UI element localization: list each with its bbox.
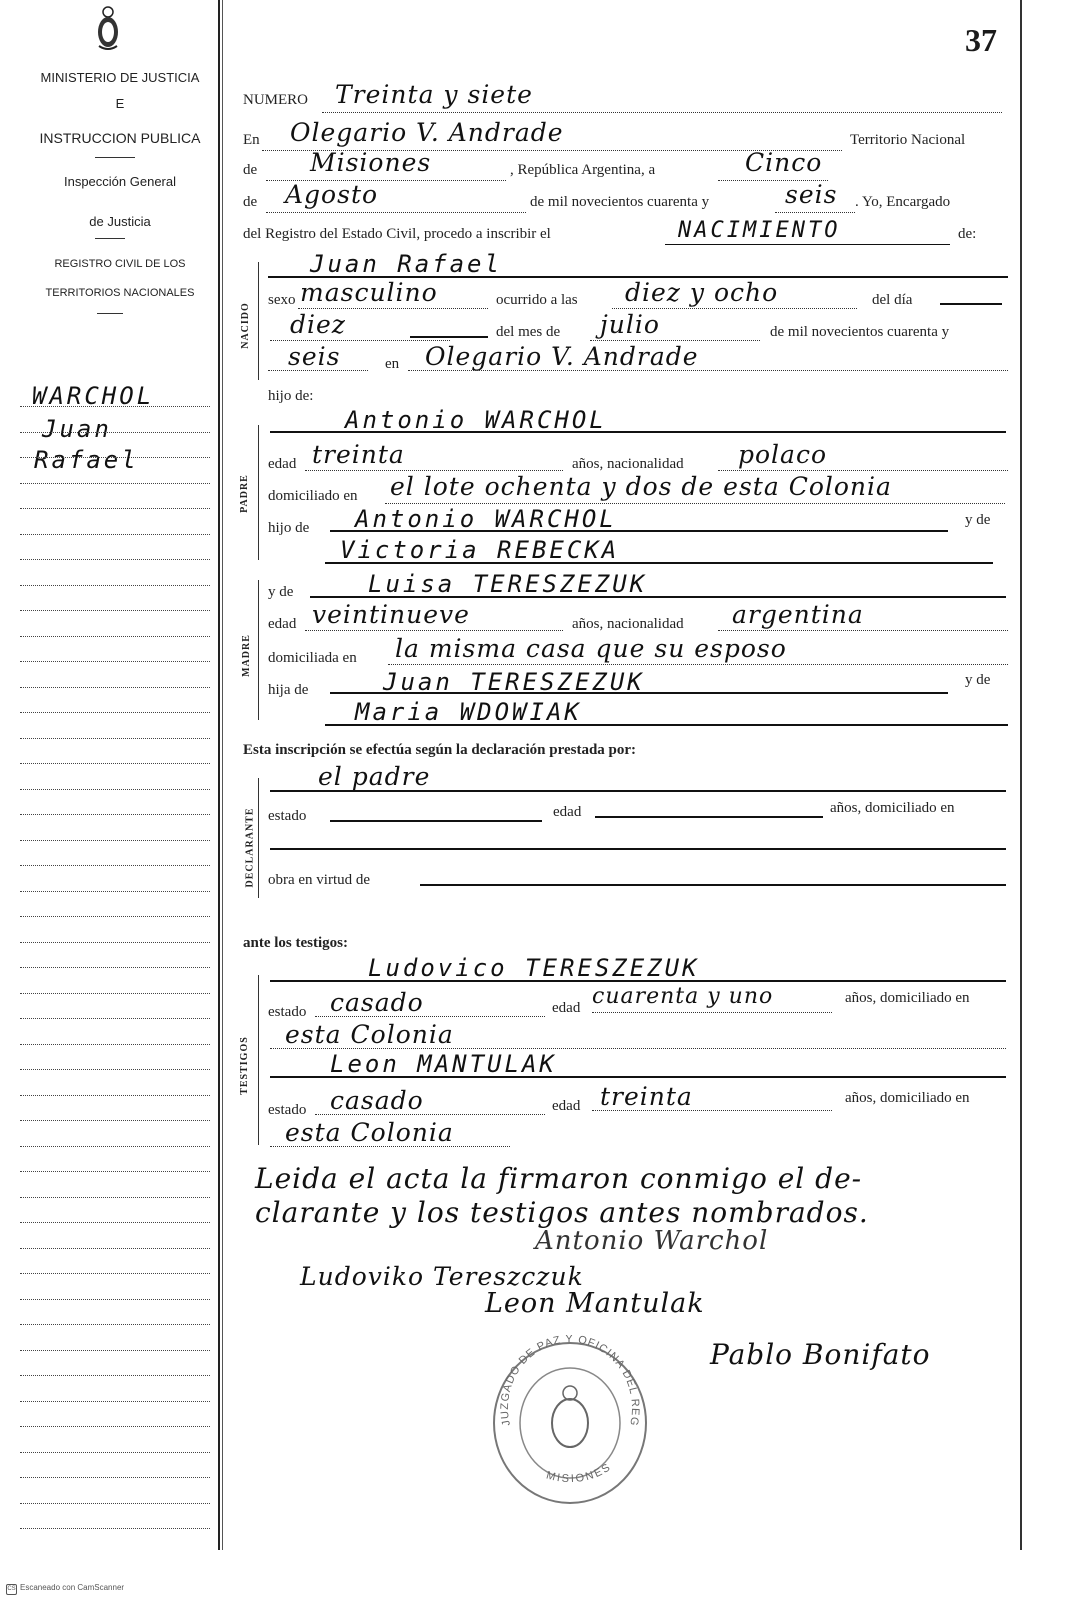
label-obra: obra en virtud de	[268, 872, 371, 888]
margin-rule	[20, 738, 210, 739]
margin-rule	[20, 814, 210, 815]
margin-rule	[20, 1171, 210, 1172]
value-nac-padre: polaco	[738, 440, 828, 469]
svg-text:MISIONES	[545, 1461, 614, 1486]
label-y-de: y de	[965, 512, 991, 528]
label-del-dia: del día	[872, 292, 913, 308]
label-edad-madre: edad	[268, 616, 297, 632]
margin-rule	[20, 1146, 210, 1147]
value-nac-madre: argentina	[732, 600, 864, 629]
closing-line-2: clarante y los testigos antes nombrados.	[255, 1196, 869, 1229]
margin-rule	[20, 483, 210, 484]
margin-rule	[20, 1044, 210, 1045]
value-abuelo-pat: Antonio WARCHOL	[355, 505, 617, 533]
section-label-madre: MADRE	[240, 634, 252, 677]
label-anos-dom-testigo-1: años, domiciliado en	[845, 990, 970, 1006]
margin-rule	[20, 610, 210, 611]
label-de-1: de	[243, 162, 258, 178]
ministry-line-1: MINISTERIO DE JUSTICIA	[40, 70, 200, 85]
margin-rule	[20, 406, 210, 407]
label-numero: NUMERO	[243, 92, 309, 108]
label-estado-testigo-2: estado	[268, 1102, 307, 1118]
ministry-line-2: E	[115, 96, 125, 111]
value-dom-testigo-2: esta Colonia	[285, 1118, 454, 1147]
value-hora: diez y ocho	[625, 278, 779, 307]
value-dom-testigo-1: esta Colonia	[285, 1020, 454, 1049]
value-anio: seis	[785, 180, 838, 209]
value-anio-nac: seis	[288, 342, 341, 371]
label-ante: ante los testigos:	[243, 935, 348, 951]
margin-rule	[20, 967, 210, 968]
inspeccion-line-1: Inspección General	[63, 174, 176, 189]
value-dia-nac: diez	[290, 310, 346, 339]
margin-rule	[20, 942, 210, 943]
value-dia: Cinco	[745, 148, 823, 177]
label-de-mil: de mil novecientos cuarenta y	[530, 194, 710, 210]
column-divider	[218, 0, 220, 1550]
margin-rule	[20, 1248, 210, 1249]
value-edad-testigo-2: treinta	[600, 1082, 693, 1111]
value-declarante: el padre	[318, 762, 431, 791]
footer-scanner: CS Escaneado con CamScanner	[6, 1583, 124, 1595]
margin-rule	[20, 687, 210, 688]
margin-rule	[20, 432, 210, 433]
section-label-declarante: DECLARANTE	[244, 807, 256, 888]
margin-given-2: Rafael	[34, 446, 139, 474]
label-republica: , República Argentina, a	[510, 162, 656, 178]
label-y-de-2: y de	[268, 584, 294, 600]
margin-rule	[20, 1503, 210, 1504]
camscanner-icon: CS	[6, 1584, 17, 1595]
label-domiciliada: domiciliada en	[268, 650, 357, 666]
label-de-2: de	[243, 194, 258, 210]
value-mes-nac: julio	[600, 310, 660, 339]
registro-line-1: REGISTRO CIVIL DE LOS	[54, 258, 186, 270]
margin-rule	[20, 763, 210, 764]
margin-rule	[20, 534, 210, 535]
page-number: 37	[965, 22, 997, 58]
signature-ludoviko: Ludoviko Tereszczuk	[300, 1262, 584, 1291]
value-estado-testigo-2: casado	[330, 1086, 424, 1115]
value-abuela-mat: Maria WDOWIAK	[355, 698, 582, 726]
label-del-mes: del mes de	[496, 324, 561, 340]
margin-rule	[20, 712, 210, 713]
margin-rule	[20, 457, 210, 458]
label-hija-de: hija de	[268, 682, 309, 698]
label-inscripcion: Esta inscripción se efectúa según la declaración prestada por:	[243, 742, 637, 758]
section-label-padre: PADRE	[238, 474, 250, 513]
value-nombre: Juan Rafael	[310, 250, 502, 278]
value-sexo: masculino	[300, 278, 438, 307]
value-lugar-nac: Olegario V. Andrade	[425, 342, 699, 371]
label-territorio: Territorio Nacional	[850, 132, 966, 148]
value-padre: Antonio WARCHOL	[345, 406, 607, 434]
label-anos-nac-padre: años, nacionalidad	[572, 456, 684, 472]
margin-rule	[20, 508, 210, 509]
label-domiciliado: domiciliado en	[268, 488, 358, 504]
svg-text:JUZGADO DE PAZ Y OFICINA DEL R	[490, 1335, 641, 1427]
margin-rule	[20, 1069, 210, 1070]
margin-rule	[20, 1018, 210, 1019]
label-edad-testigo-2: edad	[552, 1098, 581, 1114]
margin-rule	[20, 1197, 210, 1198]
value-edad-padre: treinta	[312, 440, 405, 469]
label-edad-padre: edad	[268, 456, 297, 472]
margin-rule	[20, 1095, 210, 1096]
label-anos-dom-testigo-2: años, domiciliado en	[845, 1090, 970, 1106]
margin-rule	[20, 1350, 210, 1351]
margin-rule	[20, 789, 210, 790]
label-yo: . Yo, Encargado	[855, 194, 951, 210]
value-testigo-1: Ludovico TERESZEZUK	[368, 954, 700, 982]
margin-rule	[20, 1120, 210, 1121]
margin-rule	[20, 661, 210, 662]
label-en-2: en	[385, 356, 400, 372]
margin-rule	[20, 1324, 210, 1325]
margin-rule	[20, 1426, 210, 1427]
coat-of-arms-icon	[95, 6, 121, 52]
right-border	[1020, 0, 1022, 1550]
official-seal	[490, 1335, 650, 1505]
section-label-testigos: TESTIGOS	[238, 1036, 250, 1095]
margin-rule	[20, 585, 210, 586]
signature-antonio: Antonio Warchol	[535, 1226, 769, 1256]
label-edad-declarante: edad	[553, 804, 582, 820]
value-edad-testigo-1: cuarenta y uno	[592, 984, 774, 1009]
margin-rule	[20, 559, 210, 560]
label-y-de-3: y de	[965, 672, 991, 688]
label-ocurrido: ocurrido a las	[496, 292, 578, 308]
value-provincia: Misiones	[310, 148, 432, 177]
label-estado-testigo-1: estado	[268, 1004, 307, 1020]
registro-line-2: TERRITORIOS NACIONALES	[45, 287, 195, 299]
label-hijo-de-2: hijo de	[268, 520, 310, 536]
label-anos-dom-declarante: años, domiciliado en	[830, 800, 955, 816]
margin-rule	[20, 1401, 210, 1402]
margin-rule	[20, 1222, 210, 1223]
margin-rule	[20, 1477, 210, 1478]
margin-rule	[20, 636, 210, 637]
value-mes: Agosto	[285, 180, 379, 209]
margin-rule	[20, 993, 210, 994]
label-edad-testigo-1: edad	[552, 1000, 581, 1016]
margin-rule	[20, 840, 210, 841]
label-estado-declarante: estado	[268, 808, 307, 824]
signature-pablo: Pablo Bonifato	[710, 1338, 931, 1371]
value-abuelo-mat: Juan TERESZEZUK	[383, 668, 645, 696]
label-del-registro: del Registro del Estado Civil, procedo a inscribir el	[243, 226, 551, 242]
margin-surname: WARCHOL	[32, 382, 155, 410]
value-dom-padre: el lote ochenta y dos de esta Colonia	[390, 472, 892, 501]
seal-outer-text: JUZGADO DE PAZ Y OFICINA DEL REG	[498, 1335, 642, 1428]
margin-rule	[20, 1452, 210, 1453]
margin-rule	[20, 1375, 210, 1376]
label-de-mil-2: de mil novecientos cuarenta y	[770, 324, 950, 340]
label-hijo-de: hijo de:	[268, 388, 314, 404]
closing-line-1: Leida el acta la firmaron conmigo el de-	[255, 1162, 863, 1195]
value-acto: NACIMIENTO	[678, 218, 841, 243]
value-abuela-pat: Victoria REBECKA	[340, 536, 620, 564]
margin-rule	[20, 916, 210, 917]
label-de-colon: de:	[958, 226, 977, 242]
value-madre: Luisa TERESZEZUK	[368, 570, 648, 598]
margin-rule	[20, 865, 210, 866]
margin-rule	[20, 891, 210, 892]
ministry-line-3: INSTRUCCION PUBLICA	[39, 130, 201, 146]
value-dom-madre: la misma casa que su esposo	[395, 634, 787, 663]
inspeccion-line-2: de Justicia	[89, 214, 151, 229]
value-edad-madre: veintinueve	[312, 600, 470, 629]
value-numero: Treinta y siete	[335, 80, 533, 109]
value-testigo-2: Leon MANTULAK	[330, 1050, 557, 1078]
seal-bottom-text: MISIONES	[544, 1460, 614, 1486]
value-en: Olegario V. Andrade	[290, 118, 564, 147]
signature-leon: Leon Mantulak	[485, 1288, 705, 1319]
margin-given-1: Juan	[42, 415, 112, 443]
margin-rule	[20, 1528, 210, 1529]
margin-rule	[20, 1299, 210, 1300]
label-sexo: sexo	[268, 292, 296, 308]
label-anos-nac-madre: años, nacionalidad	[572, 616, 684, 632]
value-estado-testigo-1: casado	[330, 988, 424, 1017]
margin-rule	[20, 1273, 210, 1274]
label-en: En	[243, 132, 260, 148]
section-label-nacido: NACIDO	[239, 302, 251, 349]
